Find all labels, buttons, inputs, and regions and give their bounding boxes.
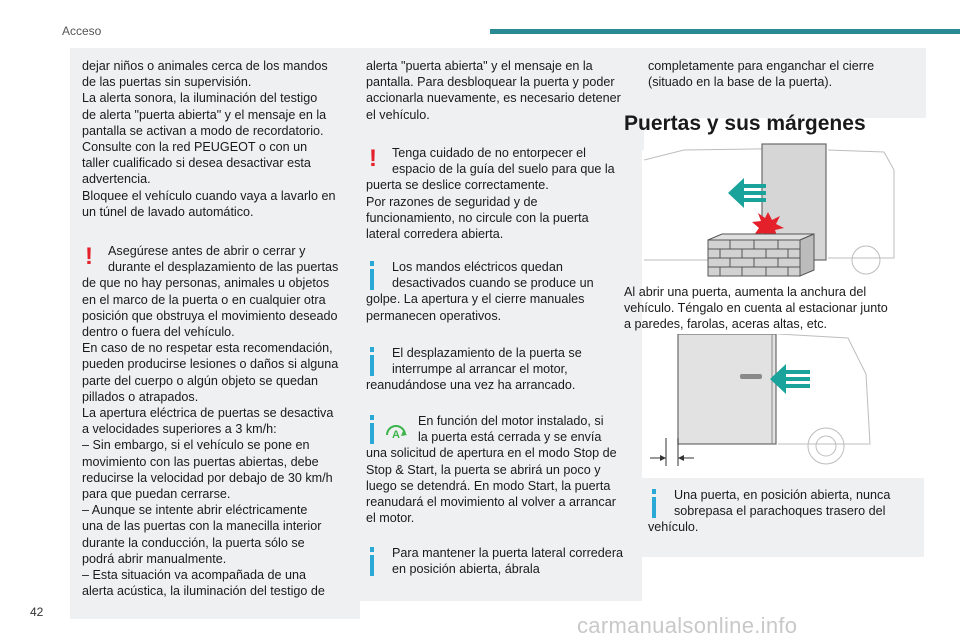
text-line: La apertura eléctrica de puertas se desactiva bbox=[82, 406, 334, 421]
info1-text bbox=[366, 259, 632, 324]
text-line: – Aunque se intente abrir eléctricamente bbox=[82, 503, 308, 518]
info-box-hold-open bbox=[354, 536, 642, 601]
text-line: puerta se deslice correctamente. bbox=[366, 178, 549, 193]
info4-text bbox=[366, 545, 632, 577]
text-line: de las puertas sin supervisión. bbox=[82, 75, 252, 90]
text-line: dentro o fuera del vehículo. bbox=[82, 325, 235, 340]
text-line: reanudándose una vez ha arrancado. bbox=[366, 378, 576, 393]
continued-note-box bbox=[354, 48, 644, 150]
info2-text bbox=[366, 345, 632, 394]
text-line: En caso de no respetar esta recomendación, bbox=[82, 341, 333, 356]
warning-text bbox=[82, 243, 350, 599]
text-line: Tenga cuidado de no entorpecer el bbox=[392, 146, 586, 160]
info-icon bbox=[366, 545, 388, 577]
text-line: completamente para enganchar el cierre bbox=[648, 59, 875, 73]
text-line: durante la conducción, la puerta sólo se bbox=[82, 535, 305, 550]
stop-start-icon bbox=[384, 421, 408, 443]
text-line: (situado en la base de la puerta). bbox=[648, 75, 833, 90]
page-number: 42 bbox=[30, 605, 44, 619]
continued-text bbox=[366, 58, 632, 123]
text-line: En función del motor instalado, si bbox=[418, 414, 604, 428]
warning-icon: ! bbox=[369, 145, 377, 172]
text-line: Asegúrese antes de abrir o cerrar y bbox=[108, 244, 306, 258]
info-box-stopstart bbox=[354, 404, 642, 549]
text-line: podrá abrir manualmente. bbox=[82, 551, 227, 566]
intro-note-box bbox=[70, 48, 362, 252]
text-line: Por razones de seguridad y de bbox=[366, 194, 538, 209]
text-line: movimiento con las puertas abiertas, debe bbox=[82, 454, 319, 469]
text-line: posición que obstruya el movimiento deseado bbox=[82, 308, 338, 323]
warning-box-doors bbox=[70, 234, 360, 619]
warning-icon: ! bbox=[85, 243, 93, 270]
continued-note-box-3 bbox=[636, 48, 926, 118]
text-line: La alerta sonora, la iluminación del testigo bbox=[82, 91, 318, 106]
info-box-bumper bbox=[636, 478, 924, 557]
text-line: reanudará el movimiento al volver a arrancar bbox=[366, 495, 616, 510]
text-line: – Sin embargo, si el vehículo se pone en bbox=[82, 438, 310, 453]
text-line: funcionamiento, no circule con la puerta bbox=[366, 210, 589, 225]
text-line: Los mandos eléctricos quedan bbox=[392, 260, 563, 274]
text-line: sobrepasa el parachoques trasero del bbox=[674, 504, 886, 519]
watermark: carmanualsonline.info bbox=[577, 613, 798, 638]
text-line: el motor. bbox=[366, 511, 415, 526]
door-margin-illustration bbox=[648, 334, 876, 470]
text-line: parte del cuerpo o algún objeto se quedan bbox=[82, 373, 318, 388]
text-line: alerta acústica, la iluminación del testigo de bbox=[82, 584, 325, 599]
text-line: vehículo. Téngalo en cuenta al estacionar junto bbox=[624, 301, 888, 316]
text-line: durante el desplazamiento de las puertas bbox=[108, 260, 339, 275]
text-line: pillados o atrapados. bbox=[82, 389, 199, 404]
continued3-text bbox=[648, 58, 914, 90]
text-line: pantalla. Para desbloquear la puerta y poder bbox=[366, 75, 615, 90]
text-line: Consulte con la red PEUGEOT o con un bbox=[82, 140, 308, 155]
text-line: una de las puertas con la manecilla interior bbox=[82, 519, 322, 534]
text-line: en posición abierta, ábrala bbox=[392, 562, 540, 577]
warning-box-guide bbox=[354, 136, 642, 263]
info-box-controls bbox=[354, 250, 642, 347]
intro-text bbox=[82, 58, 350, 220]
text-line: taller cualificado si desea desactivar esta bbox=[82, 156, 311, 171]
text-line: advertencia. bbox=[82, 172, 151, 187]
header-accent-bar bbox=[490, 29, 960, 34]
brick-wall bbox=[708, 234, 814, 276]
text-line: de que no hay personas, animales u objetos bbox=[82, 276, 330, 291]
text-line: la puerta está cerrada y se envía bbox=[418, 430, 602, 445]
text-line: el vehículo. bbox=[366, 107, 430, 122]
text-line: permanecen operativos. bbox=[366, 308, 502, 323]
text-line: a paredes, farolas, aceras altas, etc. bbox=[624, 317, 828, 332]
text-line: espacio de la guía del suelo para que la bbox=[392, 162, 615, 177]
text-line: El desplazamiento de la puerta se bbox=[392, 346, 582, 360]
text-line: alerta "puerta abierta" y el mensaje en la bbox=[366, 59, 593, 73]
text-line: Stop & Start, la puerta se abrirá un poco y bbox=[366, 462, 601, 477]
text-line: lateral corredera abierta. bbox=[366, 227, 504, 242]
text-line: de alerta "puerta abierta" y el mensaje en la bbox=[82, 107, 327, 122]
text-line: – Esta situación va acompañada de una bbox=[82, 568, 307, 583]
info-icon bbox=[366, 345, 388, 377]
text-line: accionarla nuevamente, es necesario detener bbox=[366, 91, 621, 106]
text-line: pantalla se activan a modo de recordatorio. bbox=[82, 123, 324, 138]
text-line: vehículo. bbox=[648, 520, 699, 535]
text-line: en el marco de la puerta o en cualquier otra bbox=[82, 292, 326, 307]
text-line: un túnel de lavado automático. bbox=[82, 204, 254, 219]
stop-start-icon-letter: A bbox=[392, 429, 400, 441]
text-line: golpe. La apertura y el cierre manuales bbox=[366, 292, 585, 307]
text-line: Para mantener la puerta lateral corredera bbox=[392, 546, 624, 560]
text-line: dejar niños o animales cerca de los mandos bbox=[82, 59, 328, 73]
running-header: Acceso bbox=[62, 24, 102, 38]
text-line: desactivados cuando se produce un bbox=[392, 276, 594, 291]
sliding-door bbox=[678, 334, 776, 444]
info-icon bbox=[366, 259, 388, 291]
text-line: reducirse la velocidad por debajo de 30 km/h bbox=[82, 470, 333, 485]
text-line: luego se detendrá. En modo Start, la puerta bbox=[366, 478, 611, 493]
warning2-text bbox=[366, 145, 632, 242]
text-line: Una puerta, en posición abierta, nunca bbox=[674, 488, 891, 502]
text-line: a velocidades superiores a 3 km/h: bbox=[82, 422, 277, 437]
text-line: Al abrir una puerta, aumenta la anchura del bbox=[624, 285, 867, 299]
text-line: pueden producirse lesiones o daños si alguna bbox=[82, 357, 339, 372]
door-wall-illustration bbox=[644, 140, 900, 278]
text-line: una solicitud de apertura en el modo Stop de bbox=[366, 446, 617, 461]
section-title: Puertas y sus márgenes bbox=[624, 112, 866, 135]
text-line: Bloquee el vehículo cuando vaya a lavarlo en bbox=[82, 188, 336, 203]
info5-text bbox=[648, 487, 914, 536]
info-icon bbox=[366, 413, 414, 445]
info-icon bbox=[648, 487, 670, 519]
clearance-paragraph bbox=[624, 284, 888, 333]
text-line: para que puedan cerrarse. bbox=[82, 487, 231, 502]
text-line: interrumpe al arrancar el motor, bbox=[392, 362, 568, 377]
